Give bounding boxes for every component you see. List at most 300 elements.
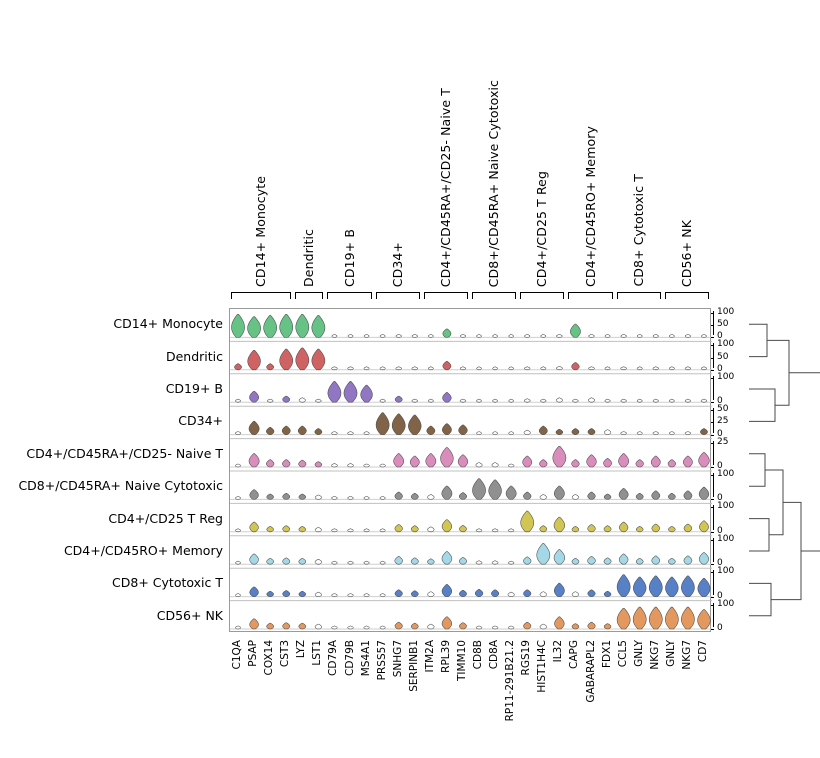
violin — [476, 626, 482, 629]
dendrogram-link — [749, 324, 767, 356]
violin — [669, 367, 674, 370]
violin — [572, 495, 579, 500]
violin — [683, 456, 692, 467]
violin — [476, 463, 482, 467]
violin — [296, 348, 309, 370]
violin — [315, 592, 321, 596]
violin — [572, 526, 579, 531]
violin — [492, 626, 498, 629]
violin — [249, 454, 259, 467]
violin — [653, 399, 658, 402]
violin — [348, 496, 354, 499]
violin — [572, 558, 579, 564]
gene-label: NKG7 — [680, 640, 693, 670]
violin — [685, 432, 691, 435]
violin — [617, 575, 630, 597]
violin — [250, 490, 259, 500]
violin — [553, 446, 566, 467]
gene-label: RP11-291B21.2 — [504, 640, 517, 722]
violin — [364, 529, 369, 532]
violin — [524, 367, 530, 370]
violin — [250, 391, 259, 402]
violin — [443, 361, 451, 370]
violin — [541, 399, 547, 402]
violin — [698, 609, 711, 629]
violin — [572, 624, 579, 629]
violin — [572, 429, 579, 435]
violin — [636, 493, 643, 499]
axis-tick — [711, 475, 714, 476]
violin — [572, 460, 580, 467]
dendrogram-link — [767, 340, 789, 405]
violin — [364, 432, 369, 435]
violin — [604, 430, 611, 435]
violin — [395, 492, 403, 499]
row-axis-line — [713, 570, 714, 594]
violin — [332, 594, 338, 597]
violin — [493, 334, 498, 337]
violin — [588, 590, 595, 597]
violin — [235, 399, 240, 402]
row-axis-line — [713, 343, 714, 367]
violin — [442, 584, 452, 596]
group-bracket — [568, 292, 612, 299]
violin — [605, 334, 610, 337]
axis-tick-label: 100 — [717, 307, 735, 317]
violin — [509, 367, 514, 370]
axis-tick — [711, 435, 714, 436]
axis-tick-label: 25 — [717, 436, 729, 447]
violin — [315, 527, 321, 531]
violin — [364, 561, 369, 564]
violin — [380, 367, 385, 370]
violin — [637, 432, 642, 435]
axis-tick-label: 100 — [717, 566, 735, 577]
violin — [572, 362, 580, 369]
gene-label: FDX1 — [600, 640, 613, 668]
violin — [684, 524, 692, 532]
violin — [668, 558, 675, 564]
axis-tick — [711, 410, 714, 411]
violin — [699, 552, 708, 564]
violin — [396, 334, 402, 337]
axis-tick — [711, 378, 714, 379]
violin — [633, 577, 646, 597]
violin — [376, 413, 389, 435]
axis-tick — [711, 370, 714, 371]
violin — [298, 426, 306, 435]
violin — [248, 317, 261, 338]
violin — [521, 511, 534, 532]
axis-tick-label: 100 — [717, 501, 735, 512]
violin — [508, 592, 514, 596]
violin — [428, 495, 435, 500]
violin — [426, 454, 436, 467]
violin — [236, 594, 241, 597]
violin — [411, 526, 418, 532]
violin — [523, 456, 532, 467]
violin — [296, 314, 309, 337]
violin — [493, 399, 498, 402]
axis-tick — [711, 499, 714, 500]
violin — [477, 334, 482, 337]
violin — [408, 415, 421, 435]
violin — [267, 558, 274, 564]
violin — [396, 367, 402, 370]
gene-label: MS4A1 — [359, 640, 372, 677]
violin — [537, 543, 550, 564]
violin-row — [230, 568, 712, 596]
violin — [315, 429, 322, 435]
violin — [685, 367, 691, 370]
violin — [299, 460, 306, 467]
axis-tick — [711, 345, 714, 346]
violin — [364, 626, 369, 629]
violin — [604, 494, 611, 499]
violin — [619, 522, 628, 532]
row-label: CD4+/CD45RA+/CD25- Naive T — [26, 445, 223, 461]
violin — [524, 430, 530, 434]
row-axis-line — [713, 441, 714, 465]
violin — [248, 350, 261, 370]
violin — [328, 381, 341, 402]
violin — [283, 558, 290, 564]
violin — [509, 334, 514, 337]
violin — [588, 524, 596, 531]
row-axis-line — [713, 603, 714, 627]
violin — [332, 334, 337, 337]
axis-tick-label: 100 — [717, 469, 735, 479]
violin — [442, 486, 452, 499]
violin-row — [230, 341, 712, 369]
violin — [380, 496, 385, 499]
axis-tick-label: 0 — [717, 461, 723, 471]
gene-label: IL32 — [552, 640, 565, 663]
axis-tick — [711, 313, 714, 314]
violin — [477, 399, 482, 402]
group-bracket — [520, 292, 564, 299]
axis-tick-label: 0 — [717, 623, 723, 633]
violin — [556, 429, 563, 434]
violin — [604, 591, 611, 596]
violin — [619, 454, 629, 467]
violin — [459, 525, 466, 531]
violin — [264, 315, 277, 337]
violin — [332, 529, 338, 532]
violin — [589, 367, 595, 370]
violin — [283, 396, 290, 402]
violin — [604, 624, 611, 629]
violin — [653, 432, 659, 435]
violin — [508, 626, 514, 629]
violin — [637, 367, 642, 370]
violin — [492, 561, 498, 564]
violin — [554, 583, 564, 596]
violin — [332, 496, 338, 499]
violin — [621, 334, 627, 337]
axis-tick — [711, 358, 714, 359]
violin — [508, 529, 514, 532]
axis-tick-label: 50 — [717, 404, 729, 415]
violin — [492, 529, 498, 532]
axis-tick — [711, 605, 714, 606]
violin — [477, 432, 482, 435]
violin — [411, 591, 418, 597]
violin — [619, 554, 628, 564]
group-label: Dendritic — [301, 229, 317, 287]
violin — [250, 554, 259, 564]
violin — [442, 424, 451, 435]
violin — [701, 399, 707, 402]
violin — [524, 590, 531, 597]
violin — [348, 594, 354, 597]
axis-tick-label: 50 — [717, 319, 729, 330]
violin — [489, 480, 502, 500]
violin — [540, 592, 547, 597]
violin — [315, 495, 321, 499]
violin — [636, 460, 644, 467]
violin-row — [230, 314, 712, 337]
group-bracket — [665, 292, 709, 299]
violin — [554, 517, 565, 532]
violin-row — [230, 503, 712, 531]
violin — [605, 399, 610, 402]
axis-tick-label: 0 — [717, 396, 723, 407]
violin — [699, 487, 709, 499]
violin — [459, 493, 466, 500]
violin — [235, 464, 240, 467]
violin — [348, 561, 354, 564]
axis-tick-label: 0 — [717, 525, 723, 536]
dendrogram-link — [749, 519, 769, 551]
gene-label: LYZ — [295, 640, 308, 659]
axis-tick — [711, 507, 714, 508]
violin — [361, 385, 373, 402]
violin — [312, 315, 325, 337]
gene-label: SERPINB1 — [407, 640, 420, 692]
group-label: CD56+ NK — [678, 219, 694, 287]
violin — [380, 561, 385, 564]
axis-tick — [711, 597, 714, 598]
group-label: CD19+ B — [341, 229, 357, 287]
axis-tick-label: 0 — [717, 363, 723, 374]
group-bracket — [231, 292, 291, 299]
violin — [621, 432, 627, 435]
violin-row — [230, 471, 712, 499]
violin — [669, 432, 674, 435]
violin — [266, 460, 274, 467]
violin — [411, 623, 418, 629]
violin — [668, 526, 675, 531]
violin — [636, 526, 643, 531]
violin — [395, 622, 402, 629]
violin — [523, 557, 531, 564]
violin — [459, 623, 466, 629]
gene-label: SNHG7 — [391, 640, 404, 678]
gene-label: GNLY — [632, 640, 645, 667]
violin — [540, 624, 547, 629]
violin — [524, 622, 531, 629]
violin — [266, 427, 274, 434]
violin — [509, 432, 514, 435]
violin — [473, 479, 486, 500]
violin — [364, 334, 369, 337]
violin — [427, 559, 434, 564]
group-label: CD34+ — [389, 241, 405, 287]
axis-tick-label: 0 — [717, 590, 723, 601]
axis-tick-label: 25 — [717, 416, 729, 427]
group-label: CD4+/CD45RO+ Memory — [582, 126, 598, 287]
violin — [633, 607, 646, 629]
violin — [459, 590, 466, 596]
dendrogram-link — [749, 454, 765, 486]
violin — [380, 529, 385, 532]
row-label: CD56+ NK — [156, 607, 223, 623]
axis-tick-label: 100 — [717, 371, 735, 382]
gene-label: PSAP — [247, 640, 260, 667]
violin — [443, 329, 451, 338]
violin — [652, 524, 660, 532]
violin — [668, 460, 676, 467]
violin — [412, 334, 418, 337]
violin — [250, 587, 259, 597]
violin-plots — [230, 309, 712, 633]
gene-label: TIMM10 — [455, 640, 468, 681]
violin — [332, 367, 338, 370]
violin — [442, 552, 452, 565]
violin — [348, 626, 354, 629]
violin — [235, 626, 240, 629]
group-bracket — [376, 292, 420, 299]
dendrogram-link — [771, 502, 801, 599]
violin — [395, 590, 402, 597]
gene-label: CST3 — [279, 640, 292, 668]
violin — [506, 486, 516, 499]
axis-tick — [711, 540, 714, 541]
violin — [236, 496, 241, 499]
violin — [380, 464, 386, 467]
violin — [665, 577, 678, 597]
violin — [556, 334, 562, 337]
violin — [539, 460, 547, 467]
violin — [283, 526, 290, 532]
violin — [684, 556, 692, 564]
dendrogram-link — [749, 583, 771, 615]
gene-label: GABARAPL2 — [584, 640, 597, 703]
violin — [652, 556, 660, 564]
violin — [668, 493, 675, 499]
axis-tick-label: 50 — [717, 351, 729, 362]
violin-row — [230, 601, 712, 629]
violin — [282, 426, 290, 435]
violin — [604, 558, 611, 564]
row-label: CD4+/CD45RO+ Memory — [63, 543, 223, 558]
violin — [525, 334, 530, 337]
violin — [477, 367, 482, 370]
violin — [652, 491, 660, 500]
violin — [476, 529, 482, 532]
violin — [280, 349, 293, 370]
violin — [554, 550, 565, 565]
violin — [621, 399, 627, 402]
gene-label: C1QA — [231, 640, 244, 670]
violin — [299, 398, 305, 402]
axis-tick — [711, 564, 714, 565]
violin — [411, 558, 418, 564]
violin — [493, 367, 498, 370]
violin — [605, 367, 610, 370]
violin-row — [230, 536, 712, 564]
violin — [541, 367, 546, 370]
group-label: CD4+/CD25 T Reg — [534, 170, 550, 287]
violin — [588, 556, 596, 564]
axis-tick-label: 100 — [717, 598, 735, 609]
violin — [573, 399, 579, 402]
violin — [348, 529, 354, 532]
violin — [681, 607, 694, 629]
gene-label: LST1 — [311, 640, 324, 666]
axis-tick — [711, 422, 714, 423]
violin — [428, 527, 435, 532]
row-axis-line — [713, 505, 714, 529]
axis-tick — [711, 337, 714, 338]
violin — [554, 486, 564, 499]
group-label: CD8+/CD45RA+ Naive Cytotoxic — [486, 79, 502, 287]
violin — [299, 526, 306, 531]
axis-tick — [711, 467, 714, 468]
violin — [653, 334, 658, 337]
violin — [523, 492, 531, 499]
violin — [249, 421, 259, 434]
gene-label: CAPG — [568, 640, 581, 669]
violin — [364, 496, 369, 499]
dendrogram-link — [749, 389, 775, 421]
violin — [587, 455, 597, 467]
violin — [299, 623, 306, 629]
gene-label: HIST1H4C — [536, 640, 549, 693]
violin — [619, 488, 628, 499]
violin — [653, 367, 659, 370]
violin — [508, 464, 514, 467]
dendrogram-link — [765, 470, 783, 535]
gene-label: ITM2A — [423, 640, 436, 673]
violin — [493, 432, 498, 435]
violin — [364, 594, 369, 597]
axis-tick — [711, 532, 714, 533]
violin — [459, 557, 466, 564]
row-label: CD4+/CD25 T Reg — [108, 510, 223, 526]
violin — [267, 399, 273, 402]
violin — [267, 494, 274, 499]
violin — [459, 425, 468, 435]
violin — [588, 398, 594, 402]
axis-tick — [711, 443, 714, 444]
violin — [380, 594, 385, 597]
violin — [540, 526, 547, 532]
violin — [651, 456, 660, 467]
violin — [617, 608, 630, 629]
violin — [348, 367, 354, 370]
violin — [476, 561, 482, 564]
violin — [491, 590, 498, 597]
row-axis-line — [713, 473, 714, 497]
violin — [315, 559, 322, 564]
violin — [250, 522, 259, 532]
violin — [508, 561, 514, 564]
violin — [234, 364, 241, 370]
row-axis-line — [713, 538, 714, 562]
violin — [348, 334, 353, 337]
